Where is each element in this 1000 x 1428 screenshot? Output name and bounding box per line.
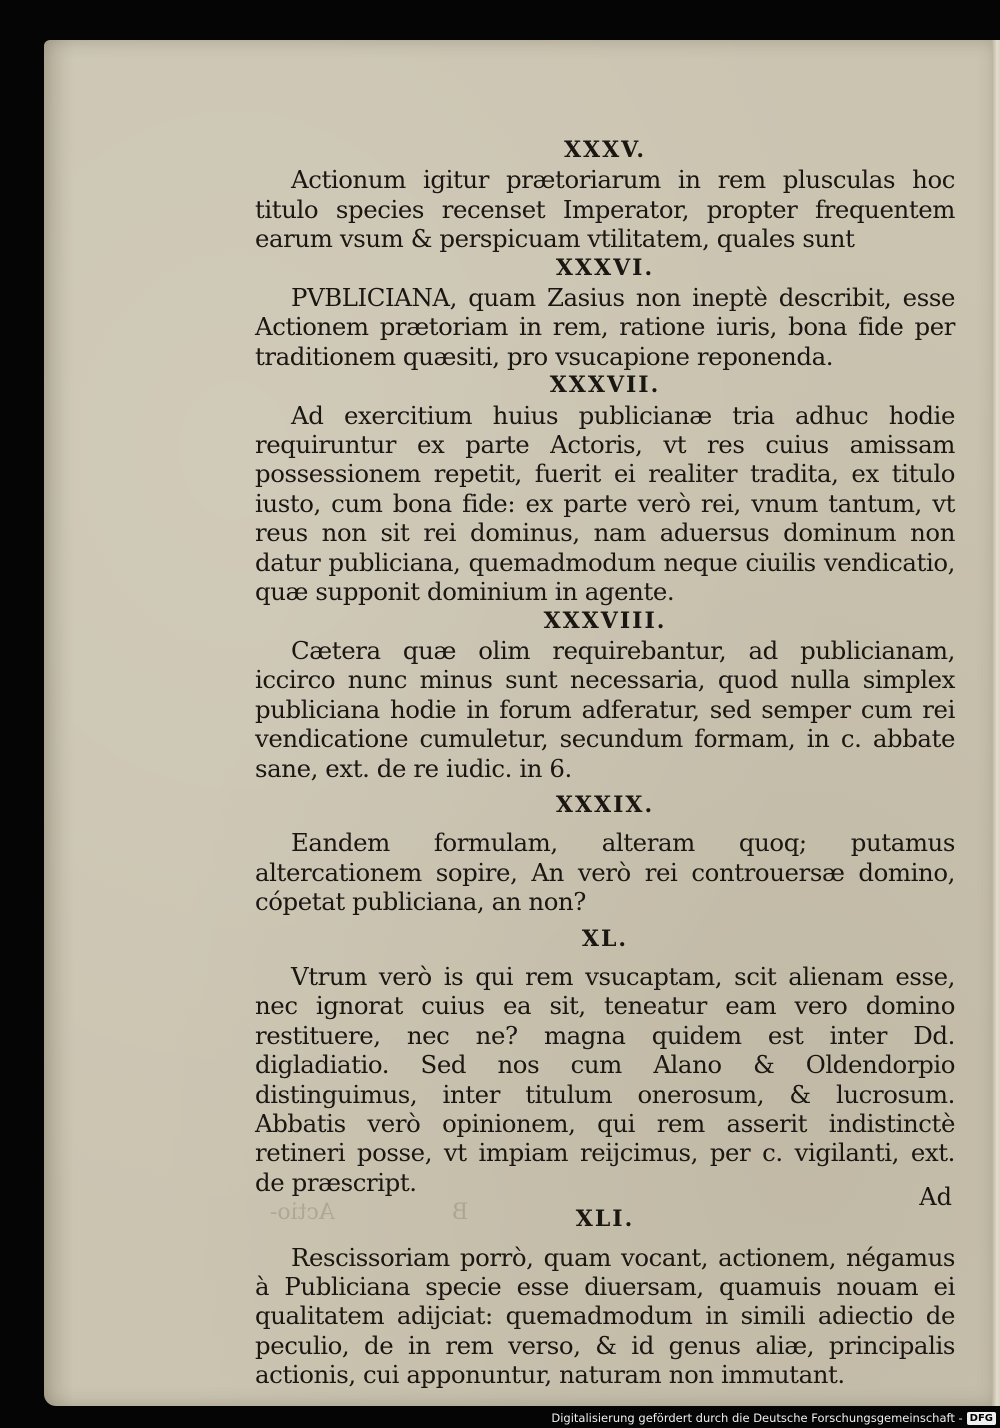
showthrough-text: Actio- xyxy=(270,1200,335,1225)
page-edge xyxy=(992,40,1000,1406)
section-heading: XLI. xyxy=(575,1206,635,1233)
section-36 xyxy=(255,254,955,372)
spacer xyxy=(255,954,955,962)
spacer xyxy=(255,1235,955,1243)
text-block xyxy=(255,136,955,1390)
section-38 xyxy=(255,607,955,783)
spacer xyxy=(255,1197,955,1205)
section-heading: XXXVI. xyxy=(555,254,655,281)
spacer xyxy=(255,820,955,828)
section-heading: XXXVIII. xyxy=(543,607,667,634)
section-35 xyxy=(255,136,955,254)
catchword: Ad xyxy=(919,1183,952,1211)
section-heading: XXXIX. xyxy=(555,791,655,818)
showthrough-text: B xyxy=(452,1200,469,1225)
spacer xyxy=(255,783,955,791)
section-37 xyxy=(255,371,955,606)
section-41 xyxy=(255,1205,955,1389)
section-paragraph: Cætera quæ olim requirebantur, ad publicianam, iccirco nunc minus sunt necessaria, quod nulla simplex publiciana hodie in forum adferatur, sed semper cum rei vendicatione cumuletur, secundum formam, in c. abbate sane, ext. de re iudic. in 6. xyxy=(255,635,955,783)
section-paragraph: Rescissoriam porrò, quam vocant, actionem, négamus à Publiciana specie esse diuersam, quamuis nouam ei qualitatem adijciat: quemadmodum in simili adiectio de peculio, de in rem verso, & id genus aliæ, principalis actionis, cui apponuntur, naturam non immutant. xyxy=(255,1242,955,1390)
dfg-logo-icon: DFG xyxy=(967,1412,996,1425)
section-heading: XXXVII. xyxy=(549,372,661,399)
section-heading: XL. xyxy=(581,925,629,952)
section-paragraph: Vtrum verò is qui rem vsucaptam, scit alienam esse, nec ignorat cuius ea sit, teneatur eam vero domino restituere, nec ne? magna quidem est inter Dd. digladiatio. Sed nos cum Alano & Oldendorpio distinguimus, inter titulum onerosum, & lucrosum. Abbatis verò opinionem, qui rem asserit indistinctè retineri posse, vt impiam reijcimus, per c. vigilanti, ext. de præscript. xyxy=(255,961,955,1197)
section-paragraph: Actionum igitur prætoriarum in rem plusculas hoc titulo species recenset Imperator, propter frequentem earum vsum & perspicuam vtilitatem, quales sunt xyxy=(255,165,955,254)
section-paragraph: PVBLICIANA, quam Zasius non ineptè describit, esse Actionem prætoriam in rem, ratione iuris, bona fide per traditionem quæsiti, pro vsucapione reponenda. xyxy=(255,283,955,371)
section-paragraph: Eandem formulam, alteram quoq; putamus altercationem sopire, An verò rei controuersæ domino, cópetat publiciana, an non? xyxy=(255,828,955,917)
spacer xyxy=(255,917,955,925)
section-40 xyxy=(255,925,955,1198)
section-heading: XXXV. xyxy=(563,137,647,163)
digitization-footer xyxy=(551,1411,996,1425)
footer-text: Digitalisierung gefördert durch die Deutsche Forschungsgemeinschaft - xyxy=(551,1411,963,1425)
section-paragraph: Ad exercitium huius publicianæ tria adhuc hodie requiruntur ex parte Actoris, vt res cuius amissam possessionem repetit, fuerit ei realiter tradita, ex titulo iusto, cum bona fide: ex parte verò rei, vnum tantum, vt reus non sit rei dominus, nam aduersus dominum non datur publiciana, quemadmodum neque ciuilis vendicatio, quæ supponit dominium in agente. xyxy=(255,400,955,607)
section-39 xyxy=(255,791,955,917)
